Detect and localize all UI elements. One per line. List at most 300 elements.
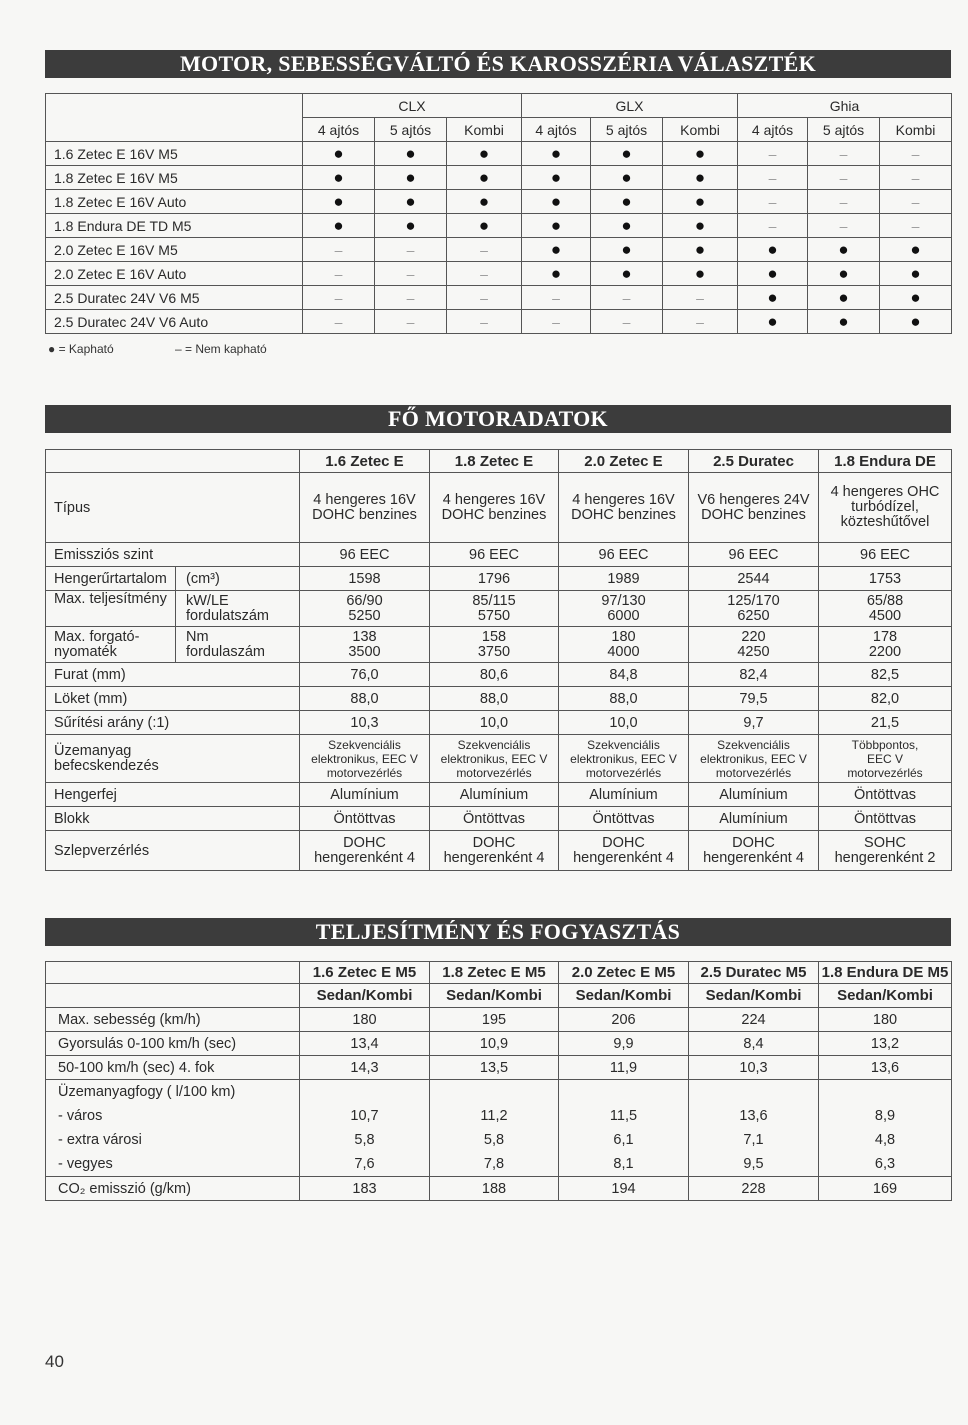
cell-line: 65/88: [866, 592, 904, 609]
acceleration-value: 8,4: [689, 1032, 819, 1056]
max-speed-value: 195: [430, 1008, 559, 1032]
cell-line: DOHC benzines: [701, 506, 806, 523]
block-value: Öntöttvas: [430, 807, 559, 831]
combined-value: 7,8: [483, 1156, 505, 1172]
cell-line: Szekvenciális: [717, 737, 790, 752]
cell-line: hengerenként 2: [834, 849, 936, 866]
engine-column-header: 1.6 Zetec E: [300, 450, 430, 473]
compression-value: 10,3: [300, 711, 430, 735]
cell-line: 3500: [348, 643, 381, 660]
cell-line: DOHC: [602, 834, 645, 851]
available-dot: ●: [880, 310, 952, 334]
emission-value: 96 EEC: [430, 543, 559, 567]
consumption-values: [430, 1080, 559, 1177]
body-type-header: Kombi: [880, 118, 952, 142]
cell-line: Szekvenciális: [587, 737, 660, 752]
combined-label: - vegyes: [58, 1156, 113, 1172]
spacer: [300, 1080, 429, 1104]
spacer: [689, 1080, 818, 1104]
type-cell: [300, 473, 430, 543]
fuel-value: [300, 735, 430, 783]
available-dot: ●: [591, 166, 663, 190]
table-row: [46, 1056, 952, 1080]
extra-urban-value: 6,1: [613, 1132, 634, 1148]
available-dot: ●: [880, 262, 952, 286]
stroke-label: Löket (mm): [46, 687, 300, 711]
cell-line: 5250: [348, 607, 381, 624]
body-type-header: 5 ajtós: [808, 118, 880, 142]
elasticity-label: 50-100 km/h (sec) 4. fok: [46, 1056, 300, 1080]
unavailable-dash: –: [591, 286, 663, 310]
cell-line: 6250: [737, 607, 770, 624]
cell-line: 3750: [477, 643, 511, 660]
consumption-values: [559, 1080, 689, 1177]
displacement-value: 2544: [689, 567, 819, 591]
type-cell: [819, 473, 952, 543]
cell-line: elektronikus, EEC V: [570, 751, 677, 766]
power-value: [430, 591, 559, 627]
cell-line: DOHC benzines: [441, 506, 547, 523]
elasticity-value: 10,3: [689, 1056, 819, 1080]
combined-value: 8,1: [613, 1156, 634, 1172]
cell-line: 66/90: [346, 592, 383, 609]
block-value: Öntöttvas: [559, 807, 689, 831]
max-speed-value: 206: [559, 1008, 689, 1032]
bore-label: Furat (mm): [46, 663, 300, 687]
type-cell: [689, 473, 819, 543]
extra-urban-value: 5,8: [483, 1132, 505, 1148]
cell-line: DOHC: [732, 834, 775, 851]
engine-label: 1.8 Endura DE TD M5: [46, 214, 303, 238]
cell-line: DOHC: [472, 834, 516, 851]
acceleration-value: 10,9: [430, 1032, 559, 1056]
spacer: [819, 1080, 951, 1104]
valve-value: [430, 831, 559, 871]
available-dot: ●: [447, 166, 522, 190]
table-row: [46, 711, 952, 735]
bore-value: 84,8: [559, 663, 689, 687]
bore-value: 76,0: [300, 663, 430, 687]
engine-column-header: 1.8 Zetec E: [430, 450, 559, 473]
corner-cell: [46, 450, 300, 473]
unavailable-dash: –: [591, 310, 663, 334]
table-row: [46, 663, 952, 687]
unavailable-dash: –: [880, 214, 952, 238]
valve-label: Szlepverzérlés: [46, 831, 300, 871]
cell-line: 178: [872, 628, 898, 645]
available-dot: ●: [303, 214, 375, 238]
cell-line: DOHC benzines: [571, 506, 676, 523]
available-dot: ●: [738, 310, 808, 334]
bore-value: 82,5: [819, 663, 952, 687]
model-column-header: 1.8 Zetec E M5: [430, 962, 559, 984]
block-value: Alumínium: [689, 807, 819, 831]
unavailable-dash: –: [303, 238, 375, 262]
available-dot: ●: [522, 190, 591, 214]
cell-line: Szekvenciális: [457, 737, 531, 752]
cell-line: 4250: [737, 643, 770, 660]
torque-value: [430, 627, 559, 663]
cell-line: 220: [741, 628, 766, 645]
available-dot: ●: [738, 262, 808, 286]
table-row: [46, 286, 952, 310]
table-row: [46, 1008, 952, 1032]
available-dot: ●: [591, 142, 663, 166]
table-row: [46, 627, 952, 663]
fuel-value: [689, 735, 819, 783]
valve-value: [819, 831, 952, 871]
stroke-value: 88,0: [300, 687, 430, 711]
body-subheader: Sedan/Kombi: [689, 984, 819, 1008]
engine-label: 2.5 Duratec 24V V6 M5: [46, 286, 303, 310]
compression-value: 21,5: [819, 711, 952, 735]
engine-label: 1.8 Zetec E 16V Auto: [46, 190, 303, 214]
engine-label: 1.8 Zetec E 16V M5: [46, 166, 303, 190]
unavailable-dash: –: [522, 310, 591, 334]
model-column-header: 1.6 Zetec E M5: [300, 962, 430, 984]
page-number: 40: [45, 1352, 64, 1371]
unavailable-dash: –: [375, 286, 447, 310]
available-dot: ●: [663, 262, 738, 286]
cell-line: elektronikus, EEC V: [440, 751, 548, 766]
unavailable-dash: –: [447, 262, 522, 286]
available-dot: ●: [375, 190, 447, 214]
unavailable-dash: –: [880, 142, 952, 166]
combined-value: 9,5: [743, 1156, 764, 1172]
fuel-label-line: Üzemanyag: [54, 742, 132, 759]
unavailable-dash: –: [808, 214, 880, 238]
city-value: 8,9: [874, 1108, 896, 1124]
power-value: [819, 591, 952, 627]
available-dot: ●: [591, 214, 663, 238]
body-subheader: Sedan/Kombi: [559, 984, 689, 1008]
torque-label-line: Max. forgató-: [54, 628, 140, 645]
compression-value: 9,7: [689, 711, 819, 735]
cell-line: Szekvenciális: [328, 737, 401, 752]
unavailable-dash: –: [738, 190, 808, 214]
cell-line: 97/130: [601, 592, 646, 609]
consumption-values: [689, 1080, 819, 1177]
table-row: [46, 735, 952, 783]
head-value: Alumínium: [430, 783, 559, 807]
table-row: [46, 831, 952, 871]
cell-line: SOHC: [864, 834, 906, 851]
max-speed-value: 180: [300, 1008, 430, 1032]
cell-line: 6000: [607, 607, 640, 624]
body-subheader: Sedan/Kombi: [819, 984, 952, 1008]
table-row: [46, 166, 952, 190]
table-row: [46, 1080, 952, 1177]
cell-line: elektronikus, EEC V: [700, 751, 807, 766]
city-label: - város: [58, 1108, 103, 1124]
combined-value: 6,3: [874, 1156, 896, 1172]
fuel-value: [819, 735, 952, 783]
torque-unit-line: Nm: [186, 628, 209, 645]
engine-label: 1.6 Zetec E 16V M5: [46, 142, 303, 166]
available-dot: ●: [591, 262, 663, 286]
head-value: Öntöttvas: [819, 783, 952, 807]
spacer: [559, 1080, 688, 1104]
valve-value: [559, 831, 689, 871]
table-row: [46, 1177, 952, 1201]
group-header: CLX: [303, 94, 522, 118]
bore-value: 80,6: [430, 663, 559, 687]
legend-available: ● = Kapható: [48, 342, 114, 356]
emission-value: 96 EEC: [300, 543, 430, 567]
table-row: [46, 962, 952, 984]
available-dot: ●: [522, 142, 591, 166]
legend-unavailable: – = Nem kapható: [174, 342, 267, 356]
engine-column-header: 2.5 Duratec: [689, 450, 819, 473]
body-type-header: Kombi: [663, 118, 738, 142]
power-unit-line: fordulatszám: [186, 607, 270, 624]
co2-emission-value: 228: [689, 1177, 819, 1201]
cell-line: motorvezérlés: [585, 765, 662, 780]
available-dot: ●: [880, 238, 952, 262]
valve-value: [300, 831, 430, 871]
available-dot: ●: [591, 238, 663, 262]
cell-line: V6 hengeres 24V: [697, 491, 810, 508]
elasticity-value: 13,5: [430, 1056, 559, 1080]
table-row: [46, 591, 952, 627]
unavailable-dash: –: [663, 310, 738, 334]
unavailable-dash: –: [303, 310, 375, 334]
model-column-header: 1.8 Endura DE M5: [819, 962, 952, 984]
available-dot: ●: [303, 142, 375, 166]
table-row: [46, 543, 952, 567]
available-dot: ●: [522, 166, 591, 190]
body-subheader: Sedan/Kombi: [430, 984, 559, 1008]
cell-line: hengerenként 4: [573, 849, 674, 866]
engine-column-header: 2.0 Zetec E: [559, 450, 689, 473]
available-dot: ●: [663, 214, 738, 238]
availability-table: [45, 93, 952, 334]
available-dot: ●: [447, 190, 522, 214]
cell-line: 4500: [868, 607, 902, 624]
unavailable-dash: –: [738, 142, 808, 166]
cell-line: DOHC benzines: [312, 506, 417, 523]
cell-line: 4000: [607, 643, 640, 660]
torque-unit-line: fordulaszám: [186, 643, 265, 660]
displacement-value: 1598: [300, 567, 430, 591]
corner-cell: [46, 94, 303, 142]
cell-line: EEC V: [866, 751, 903, 766]
consumption-labels: [46, 1080, 300, 1177]
cell-line: turbódízel,: [851, 499, 919, 515]
city-value: 13,6: [739, 1108, 768, 1124]
available-dot: ●: [663, 190, 738, 214]
table-row: [46, 567, 952, 591]
unavailable-dash: –: [738, 166, 808, 190]
cell-line: 180: [611, 628, 636, 645]
torque-value: [559, 627, 689, 663]
available-dot: ●: [738, 286, 808, 310]
unavailable-dash: –: [808, 166, 880, 190]
engine-column-header: 1.8 Endura DE: [819, 450, 952, 473]
engine-data-table: [45, 449, 952, 871]
available-dot: ●: [808, 286, 880, 310]
available-dot: ●: [375, 166, 447, 190]
group-header: GLX: [522, 94, 738, 118]
co2-emission-value: 194: [559, 1177, 689, 1201]
acceleration-value: 9,9: [559, 1032, 689, 1056]
cell-line: 4 hengeres 16V: [313, 491, 416, 508]
consumption-label: Üzemanyagfogy ( l/100 km): [58, 1084, 236, 1100]
extra-urban-value: 4,8: [874, 1132, 896, 1148]
table-row: [46, 687, 952, 711]
stroke-value: 79,5: [689, 687, 819, 711]
unavailable-dash: –: [375, 310, 447, 334]
available-dot: ●: [303, 190, 375, 214]
displacement-unit: (cm³): [176, 567, 300, 591]
table-row: [46, 262, 952, 286]
co2-emission-value: 169: [819, 1177, 952, 1201]
cell-line: elektronikus, EEC V: [311, 751, 418, 766]
torque-unit: [176, 627, 300, 663]
co2-emission-label: CO₂ emisszió (g/km): [46, 1177, 300, 1201]
fuel-value: [430, 735, 559, 783]
cell-line: motorvezérlés: [715, 765, 792, 780]
unavailable-dash: –: [663, 286, 738, 310]
max-speed-label: Max. sebesség (km/h): [46, 1008, 300, 1032]
section-title-engine-gearbox-body: MOTOR, SEBESSÉGVÁLTÓ ÉS KAROSSZÉRIA VÁLASZTÉK: [45, 50, 951, 78]
table-row: [46, 984, 952, 1008]
unavailable-dash: –: [447, 310, 522, 334]
emission-value: 96 EEC: [559, 543, 689, 567]
available-dot: ●: [375, 214, 447, 238]
cell-line: 138: [352, 628, 377, 645]
head-value: Alumínium: [300, 783, 430, 807]
stroke-value: 88,0: [559, 687, 689, 711]
body-type-header: 5 ajtós: [591, 118, 663, 142]
unavailable-dash: –: [447, 286, 522, 310]
table-row: [46, 783, 952, 807]
stroke-value: 88,0: [430, 687, 559, 711]
torque-value: [300, 627, 430, 663]
emission-label: Emissziós szint: [46, 543, 300, 567]
cell-line: 85/115: [472, 592, 516, 609]
torque-label: [46, 627, 176, 663]
available-dot: ●: [808, 310, 880, 334]
cell-line: motorvezérlés: [326, 765, 403, 780]
cell-line: DOHC: [343, 834, 386, 851]
consumption-values: [819, 1080, 952, 1177]
acceleration-label: Gyorsulás 0-100 km/h (sec): [46, 1032, 300, 1056]
torque-value: [689, 627, 819, 663]
type-label: Típus: [46, 473, 300, 543]
available-dot: ●: [522, 214, 591, 238]
elasticity-value: 13,6: [819, 1056, 952, 1080]
table-row: [46, 807, 952, 831]
power-unit-line: kW/LE: [186, 592, 229, 609]
body-type-header: Kombi: [447, 118, 522, 142]
city-value: 11,5: [609, 1108, 638, 1124]
table-row: [46, 190, 952, 214]
stroke-value: 82,0: [819, 687, 952, 711]
unavailable-dash: –: [880, 166, 952, 190]
model-column-header: 2.0 Zetec E M5: [559, 962, 689, 984]
city-value: 10,7: [350, 1108, 379, 1124]
section-title-performance-consumption: TELJESÍTMÉNY ÉS FOGYASZTÁS: [45, 918, 951, 946]
table-row: [46, 238, 952, 262]
displacement-value: 1989: [559, 567, 689, 591]
available-dot: ●: [303, 166, 375, 190]
cell-line: motorvezérlés: [847, 765, 923, 780]
unavailable-dash: –: [738, 214, 808, 238]
consumption-values: [300, 1080, 430, 1177]
torque-value: [819, 627, 952, 663]
available-dot: ●: [808, 262, 880, 286]
cell-line: hengerenként 4: [314, 849, 415, 866]
unavailable-dash: –: [447, 238, 522, 262]
bore-value: 82,4: [689, 663, 819, 687]
unavailable-dash: –: [808, 190, 880, 214]
unavailable-dash: –: [303, 286, 375, 310]
power-value: [559, 591, 689, 627]
emission-value: 96 EEC: [689, 543, 819, 567]
cell-line: közteshűtővel: [840, 514, 930, 530]
corner-cell: [46, 984, 300, 1008]
acceleration-value: 13,4: [300, 1032, 430, 1056]
table-row: [46, 473, 952, 543]
city-value: 11,2: [480, 1108, 508, 1124]
table-row: [46, 214, 952, 238]
compression-label: Sűrítési arány (:1): [46, 711, 300, 735]
cell-line: motorvezérlés: [456, 765, 532, 780]
power-unit: [176, 591, 300, 627]
head-value: Alumínium: [689, 783, 819, 807]
extra-urban-value: 5,8: [354, 1132, 375, 1148]
compression-value: 10,0: [430, 711, 559, 735]
available-dot: ●: [522, 238, 591, 262]
cell-line: 125/170: [727, 592, 780, 609]
cell-line: 4 hengeres 16V: [442, 491, 546, 508]
emission-value: 96 EEC: [819, 543, 952, 567]
legend: [48, 342, 325, 356]
cell-line: 4 hengeres OHC: [830, 484, 940, 500]
unavailable-dash: –: [522, 286, 591, 310]
cell-line: Többpontos,: [851, 737, 919, 752]
head-value: Alumínium: [559, 783, 689, 807]
block-value: Öntöttvas: [300, 807, 430, 831]
block-label: Blokk: [46, 807, 300, 831]
extra-urban-value: 7,1: [743, 1132, 764, 1148]
extra-urban-label: - extra városi: [58, 1132, 142, 1148]
body-type-header: 4 ajtós: [738, 118, 808, 142]
engine-label: 2.0 Zetec E 16V Auto: [46, 262, 303, 286]
cell-line: 4 hengeres 16V: [572, 491, 675, 508]
engine-label: 2.5 Duratec 24V V6 Auto: [46, 310, 303, 334]
model-column-header: 2.5 Duratec M5: [689, 962, 819, 984]
cell-line: 158: [481, 628, 507, 645]
available-dot: ●: [663, 142, 738, 166]
body-type-header: 4 ajtós: [522, 118, 591, 142]
available-dot: ●: [663, 238, 738, 262]
available-dot: ●: [447, 142, 522, 166]
corner-cell: [46, 962, 300, 984]
power-value: [689, 591, 819, 627]
table-row: [46, 142, 952, 166]
table-row: [46, 450, 952, 473]
body-type-header: 4 ajtós: [303, 118, 375, 142]
max-speed-value: 180: [819, 1008, 952, 1032]
elasticity-value: 14,3: [300, 1056, 430, 1080]
cell-line: hengerenként 4: [443, 849, 545, 866]
fuel-label-line: befecskendezés: [54, 757, 159, 774]
elasticity-value: 11,9: [559, 1056, 689, 1080]
fuel-label: [46, 735, 300, 783]
co2-emission-value: 188: [430, 1177, 559, 1201]
